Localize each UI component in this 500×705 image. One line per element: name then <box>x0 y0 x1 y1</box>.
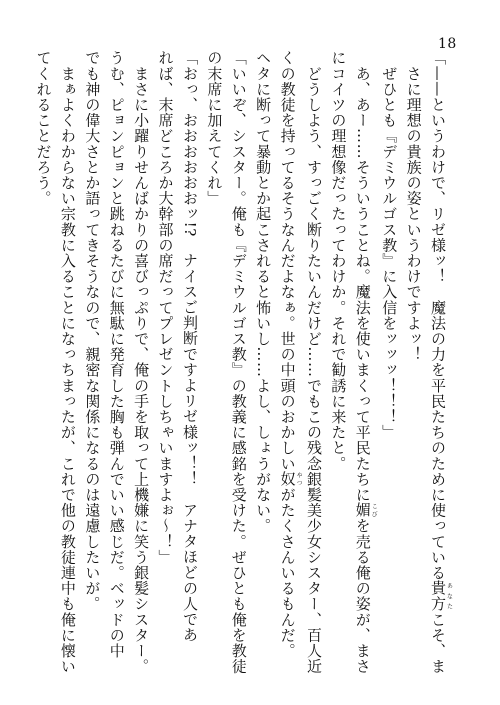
text-line-13: まさに小躍りせんばかりの喜びっぷりで、俺の手を取って上機嫌に笑う銀髪シスター。 <box>132 50 151 674</box>
text-line-16: まぁよくわからない宗教に入ることになっちまったが、これで他の教徒連中も俺に懐い <box>58 50 77 674</box>
page-number: 18 <box>438 36 457 52</box>
text-line-11: 「おっ、おおおおおおッ!? ナイスご判断ですよリゼ様ッ！！ アナタほどの人であ <box>180 50 199 643</box>
text-line-9: 「いいぞ、シスター。俺も『デミウルゴス教』の教義に感銘を受けた。ぜひとも俺を教徒 <box>229 50 248 674</box>
text-line-17: てくれることだろう。 <box>34 50 53 206</box>
text-line-2: さに理想の貴族の姿というわけですよッ！ <box>404 50 423 362</box>
text-line-12: れば、末席どころか大幹部の席だってプレゼントしちゃいますよぉ〜！」 <box>156 50 175 565</box>
text-line-8: ヘタに断って暴動とか起こされると怖いし……よし、しょうがない。 <box>254 50 273 534</box>
text-line-1: 「——というわけで、リゼ様ッ！ 魔法の力を平民たちのために使っている貴方あなたこそ、ま <box>429 50 453 675</box>
text-line-4: あ、あー……そういうことね。魔法を使いまくって平民たちに媚こびを売る俺の姿が、まさ <box>353 50 378 675</box>
text-line-5: にコイツの理想像だったってわけか。それで勧誘に来たと。 <box>329 50 348 472</box>
text-line-15: でも神の偉大さとか語ってきそうなので、親密な関係になるのは遠慮したいが。 <box>83 50 102 612</box>
text-line-7: くの教徒を持ってるそうなんだよなぁ。世の中頭のおかしい奴やつがたくさんいるもんだ。 <box>278 50 303 659</box>
ruby-yatsu: 奴やつ <box>278 471 303 487</box>
novel-text-block <box>34 50 453 680</box>
text-line-10: の末席に加えてくれ」 <box>205 50 224 206</box>
ruby-anata: 貴方あなた <box>429 580 453 612</box>
text-line-3: ぜひとも『デミウルゴス教』に入信をッッッ！！！」 <box>380 50 399 440</box>
text-line-14: うむ、ピョンピョンと跳ねるたびに無駄に発育した胸も弾んでいい感じだ。ベッドの中 <box>107 50 126 659</box>
ruby-kobi: 媚こび <box>353 502 378 519</box>
text-line-6: どうしよう、すっごく断りたいんだけど……でもこの残念銀髪美少女シスター、百人近 <box>304 50 323 674</box>
